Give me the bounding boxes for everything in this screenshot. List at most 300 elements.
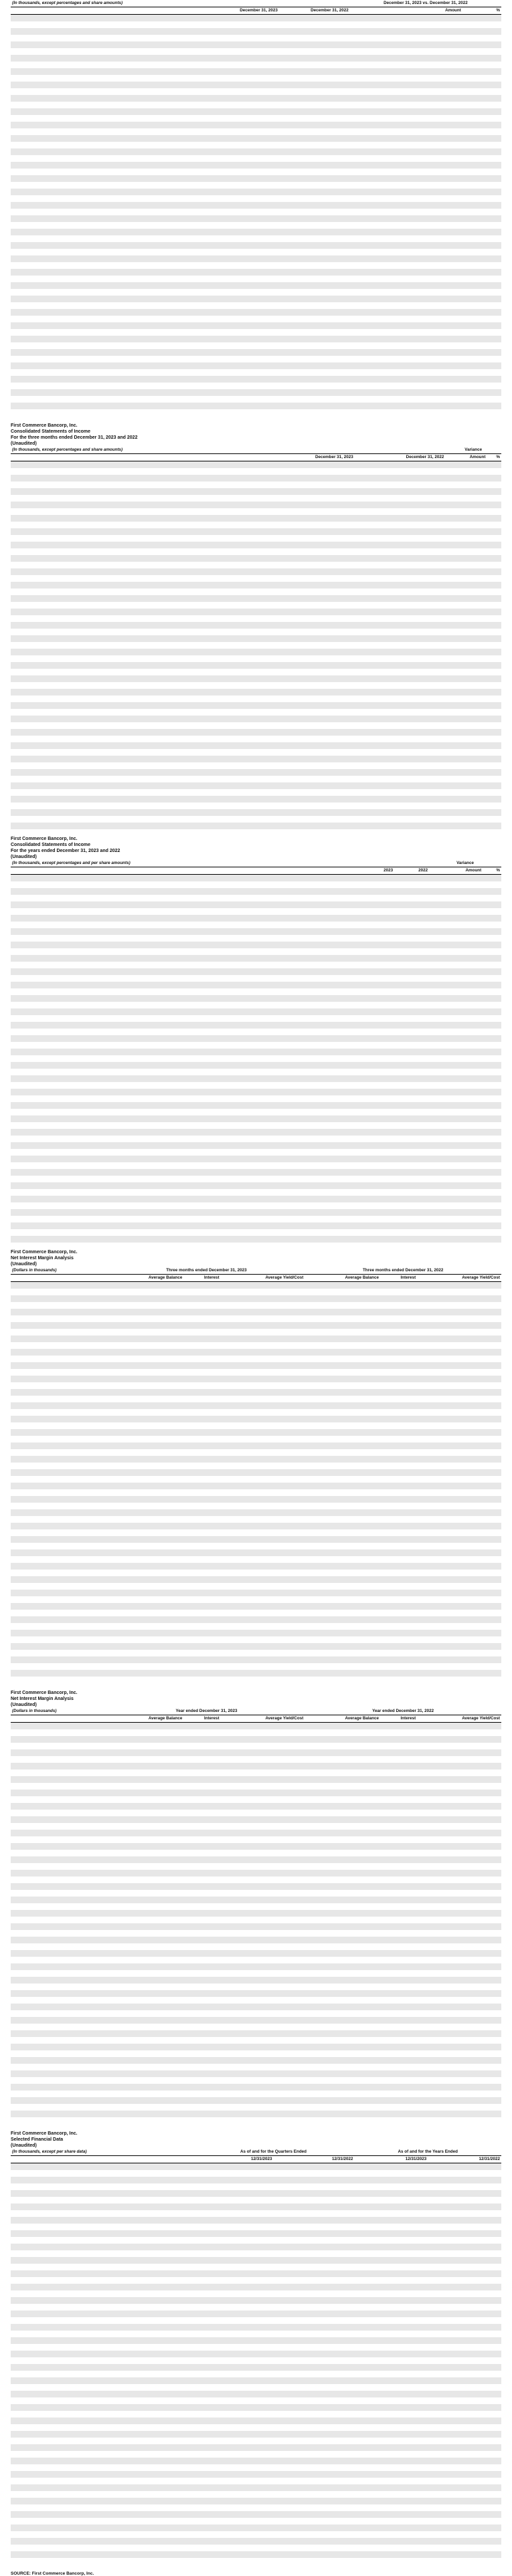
table-row [11, 162, 501, 169]
table-row [11, 1743, 501, 1749]
table-row [11, 776, 501, 782]
table-row [11, 702, 501, 709]
table-row [11, 1356, 501, 1362]
table-row [11, 629, 501, 635]
table-row [11, 222, 501, 229]
table-row [11, 2017, 501, 2024]
table-row [11, 2044, 501, 2050]
table-row [11, 1610, 501, 1616]
column-header: Average Yield/Cost [417, 1275, 501, 1282]
table-row [11, 2478, 501, 2484]
group-header: Three months ended December 31, 2022 [305, 1267, 501, 1275]
table-row [11, 2364, 501, 2371]
table-row [11, 362, 501, 369]
table-row [11, 342, 501, 349]
table-row [11, 1950, 501, 1957]
table-row [11, 2217, 501, 2224]
group-header: Year ended December 31, 2022 [305, 1708, 501, 1715]
table-row [11, 622, 501, 629]
table-row [11, 1222, 501, 1229]
table-row [11, 1856, 501, 1863]
statement-subtitle: For the three months ended December 31, 2023 and 2022 [11, 435, 138, 440]
group-header: December 31, 2023 vs. December 31, 2022 [350, 0, 501, 7]
column-header: 2022 [394, 867, 429, 875]
table-row [11, 2204, 501, 2210]
table-row [11, 568, 501, 575]
table-row [11, 2538, 501, 2545]
column-header: December 31, 2022 [279, 7, 350, 15]
financial-table [11, 1267, 501, 1683]
table-row [11, 789, 501, 796]
table-row [11, 289, 501, 296]
column-header: % [462, 7, 501, 15]
table-row [11, 769, 501, 776]
table-row [11, 901, 501, 908]
table-row [11, 1623, 501, 1630]
table-row [11, 1570, 501, 1576]
table-row [11, 316, 501, 322]
company-name: First Commerce Bancorp, Inc. [11, 2131, 78, 2136]
table-row [11, 928, 501, 935]
column-header: % [487, 454, 501, 461]
table-row [11, 1910, 501, 1917]
table-row [11, 2037, 501, 2044]
table-row [11, 2324, 501, 2331]
table-row [11, 695, 501, 702]
table-row [11, 1803, 501, 1810]
group-header: As of and for the Years Ended [354, 2149, 501, 2156]
table-row [11, 48, 501, 55]
table-row [11, 189, 501, 195]
table-row [11, 609, 501, 615]
table-row [11, 1643, 501, 1650]
table-row [11, 988, 501, 995]
company-name: First Commerce Bancorp, Inc. [11, 1250, 78, 1255]
table-row [11, 2371, 501, 2377]
table-row [11, 2344, 501, 2351]
table-row [11, 2418, 501, 2424]
table-row [11, 535, 501, 542]
table-row [11, 1876, 501, 1883]
table-row [11, 1349, 501, 1356]
unaudited-label: (Unaudited) [11, 1703, 37, 1707]
table-row [11, 1282, 501, 1289]
table-row [11, 128, 501, 135]
financial-table [11, 0, 501, 416]
table-row [11, 2197, 501, 2204]
table-row [11, 2458, 501, 2464]
table-row [11, 1189, 501, 1196]
table-row [11, 2183, 501, 2190]
table-row [11, 142, 501, 148]
company-name: First Commerce Bancorp, Inc. [11, 423, 78, 428]
table-row [11, 1095, 501, 1102]
table-row [11, 95, 501, 102]
table-row [11, 495, 501, 502]
table-row [11, 2525, 501, 2531]
table-row [11, 1509, 501, 1516]
table-row [11, 2311, 501, 2317]
table-row [11, 488, 501, 495]
table-row [11, 508, 501, 515]
group-header: Variance [445, 447, 501, 454]
table-row [11, 562, 501, 568]
table-row [11, 762, 501, 769]
table-row [11, 682, 501, 689]
table-row [11, 1396, 501, 1402]
table-row [11, 396, 501, 403]
table-row [11, 369, 501, 376]
table-row [11, 1576, 501, 1583]
table-row [11, 1756, 501, 1763]
table-row [11, 802, 501, 809]
table-row [11, 2438, 501, 2444]
unaudited-label: (Unaudited) [11, 441, 37, 446]
table-row [11, 209, 501, 215]
table-row [11, 28, 501, 35]
table-row [11, 389, 501, 396]
table-row [11, 2010, 501, 2017]
table-row [11, 235, 501, 242]
table-row [11, 1850, 501, 1856]
table-row [11, 2270, 501, 2277]
statement-nim_q [11, 1249, 501, 1683]
table-row [11, 1830, 501, 1836]
table-row [11, 1315, 501, 1322]
table-row [11, 1596, 501, 1603]
company-name: First Commerce Bancorp, Inc. [11, 1691, 78, 1695]
financial-table [11, 860, 501, 1243]
table-row [11, 749, 501, 756]
table-row [11, 1055, 501, 1062]
table-row [11, 2518, 501, 2525]
table-row [11, 975, 501, 982]
table-row [11, 2304, 501, 2311]
table-row [11, 575, 501, 582]
column-header: Average Balance [108, 1275, 184, 1282]
table-row [11, 1389, 501, 1396]
table-row [11, 2357, 501, 2364]
table-row [11, 816, 501, 823]
table-row [11, 1897, 501, 1903]
table-row [11, 2464, 501, 2471]
table-row [11, 1930, 501, 1937]
table-row [11, 2070, 501, 2077]
table-row [11, 908, 501, 915]
table-row [11, 796, 501, 802]
table-row [11, 1202, 501, 1209]
column-header: December 31, 2023 [264, 454, 355, 461]
table-row [11, 1115, 501, 1122]
column-header: 12/31/2023 [354, 2156, 428, 2163]
table-row [11, 502, 501, 508]
table-row [11, 2284, 501, 2290]
column-header: Amount [429, 867, 483, 875]
table-row [11, 729, 501, 736]
table-row [11, 269, 501, 276]
table-row [11, 669, 501, 675]
table-note: (In thousands, except per share data) [11, 2149, 193, 2156]
table-row [11, 1650, 501, 1656]
table-row [11, 296, 501, 302]
table-row [11, 1630, 501, 1636]
table-row [11, 115, 501, 122]
table-row [11, 15, 501, 22]
table-row [11, 2277, 501, 2284]
table-row [11, 1169, 501, 1176]
table-row [11, 2257, 501, 2264]
table-row [11, 1636, 501, 1643]
table-row [11, 349, 501, 356]
table-row [11, 2230, 501, 2237]
table-row [11, 1456, 501, 1463]
table-row [11, 1937, 501, 1943]
table-row [11, 202, 501, 209]
table-row [11, 2491, 501, 2498]
group-header: Year ended December 31, 2023 [108, 1708, 305, 1715]
table-row [11, 1069, 501, 1075]
table-row [11, 2498, 501, 2504]
table-row [11, 75, 501, 82]
table-row [11, 329, 501, 336]
column-header: Amount [350, 7, 462, 15]
table-row [11, 1062, 501, 1069]
table-row [11, 1977, 501, 1983]
table-row [11, 108, 501, 115]
table-row [11, 1129, 501, 1136]
table-row [11, 1449, 501, 1456]
group-header: As of and for the Quarters Ended [193, 2149, 355, 2156]
table-row [11, 1469, 501, 1476]
table-row [11, 1870, 501, 1876]
table-row [11, 875, 501, 882]
table-row [11, 1362, 501, 1369]
table-row [11, 675, 501, 682]
table-row [11, 1957, 501, 1963]
table-row [11, 1376, 501, 1382]
column-header: Interest [183, 1275, 220, 1282]
statement-nim_y [11, 1690, 501, 2124]
table-row [11, 2050, 501, 2057]
table-row [11, 1402, 501, 1409]
table-row [11, 1616, 501, 1623]
table-row [11, 2163, 501, 2171]
table-row [11, 635, 501, 642]
table-row [11, 336, 501, 342]
table-row [11, 942, 501, 948]
table-row [11, 215, 501, 222]
table-row [11, 948, 501, 955]
table-row [11, 1182, 501, 1189]
financial-table [11, 447, 501, 829]
table-note: (In thousands, except percentages and per share amounts) [11, 860, 359, 867]
table-row [11, 2551, 501, 2558]
column-header: 12/31/2023 [193, 2156, 274, 2163]
table-row [11, 1483, 501, 1489]
table-row [11, 2511, 501, 2518]
table-row [11, 1503, 501, 1509]
table-row [11, 82, 501, 88]
table-row [11, 35, 501, 41]
table-row [11, 542, 501, 548]
table-row [11, 1196, 501, 1202]
unaudited-label: (Unaudited) [11, 2143, 37, 2148]
table-row [11, 1583, 501, 1590]
table-row [11, 195, 501, 202]
table-row [11, 1302, 501, 1309]
table-row [11, 2504, 501, 2511]
column-header: Interest [183, 1715, 220, 1723]
table-row [11, 21, 501, 28]
table-row [11, 968, 501, 975]
table-row [11, 955, 501, 962]
table-row [11, 1075, 501, 1082]
table-row [11, 468, 501, 475]
table-row [11, 1923, 501, 1930]
statement-title: Net Interest Margin Analysis [11, 1697, 74, 1701]
table-row [11, 1523, 501, 1529]
column-header: 2023 [359, 867, 394, 875]
column-header: Average Balance [108, 1715, 184, 1723]
table-row [11, 41, 501, 48]
table-row [11, 2290, 501, 2297]
table-row [11, 1656, 501, 1663]
table-row [11, 1590, 501, 1596]
table-row [11, 2250, 501, 2257]
table-row [11, 1109, 501, 1115]
table-row [11, 1549, 501, 1556]
table-row [11, 1409, 501, 1416]
table-row [11, 1082, 501, 1089]
table-row [11, 1863, 501, 1870]
table-row [11, 2237, 501, 2244]
table-row [11, 1729, 501, 1736]
table-row [11, 135, 501, 142]
table-row [11, 1749, 501, 1756]
table-row [11, 229, 501, 235]
table-row [11, 1422, 501, 1429]
table-row [11, 2331, 501, 2337]
table-row [11, 376, 501, 383]
table-row [11, 1136, 501, 1142]
table-row [11, 461, 501, 469]
table-row [11, 995, 501, 1002]
table-row [11, 809, 501, 816]
table-row [11, 1990, 501, 1997]
table-row [11, 102, 501, 108]
table-row [11, 2431, 501, 2438]
table-row [11, 1543, 501, 1549]
table-row [11, 2451, 501, 2458]
table-row [11, 255, 501, 262]
table-row [11, 1122, 501, 1129]
table-row [11, 1489, 501, 1496]
table-row [11, 736, 501, 742]
table-row [11, 528, 501, 535]
unaudited-label: (Unaudited) [11, 855, 37, 859]
table-row [11, 1943, 501, 1950]
table-row [11, 1556, 501, 1563]
table-row [11, 962, 501, 968]
table-row [11, 2057, 501, 2064]
table-row [11, 1042, 501, 1049]
table-row [11, 2030, 501, 2037]
table-row [11, 1416, 501, 1422]
column-header: Average Yield/Cost [221, 1275, 305, 1282]
column-header: December 31, 2023 [208, 7, 279, 15]
table-row [11, 155, 501, 162]
table-row [11, 2337, 501, 2344]
table-row [11, 1289, 501, 1295]
table-row [11, 1783, 501, 1790]
table-row [11, 2377, 501, 2384]
table-row [11, 1536, 501, 1543]
table-row [11, 1089, 501, 1095]
table-row [11, 182, 501, 189]
table-row [11, 689, 501, 695]
table-row [11, 2471, 501, 2478]
table-row [11, 2351, 501, 2357]
table-row [11, 169, 501, 175]
table-row [11, 615, 501, 622]
table-row [11, 322, 501, 329]
table-row [11, 2077, 501, 2084]
statement-is_q [11, 423, 501, 829]
table-row [11, 2104, 501, 2111]
table-row [11, 1295, 501, 1302]
table-row [11, 1176, 501, 1182]
table-row [11, 1322, 501, 1329]
table-row [11, 1563, 501, 1570]
table-row [11, 1903, 501, 1910]
table-row [11, 548, 501, 555]
table-row [11, 2558, 501, 2565]
table-note: (In thousands, except percentages and share amounts) [11, 447, 264, 454]
table-row [11, 1162, 501, 1169]
table-row [11, 655, 501, 662]
table-row [11, 481, 501, 488]
financial-table [11, 1708, 501, 2124]
table-row [11, 1149, 501, 1156]
table-note: (In thousands, except percentages and share amounts) [11, 0, 208, 7]
column-header: Interest [380, 1715, 417, 1723]
table-row [11, 1836, 501, 1843]
table-row [11, 1022, 501, 1029]
table-row [11, 2170, 501, 2177]
table-row [11, 716, 501, 722]
table-row [11, 1029, 501, 1035]
statement-sel [11, 2131, 501, 2565]
statement-bs [11, 0, 501, 416]
table-row [11, 475, 501, 481]
table-row [11, 582, 501, 588]
table-row [11, 2545, 501, 2551]
table-row [11, 782, 501, 789]
table-row [11, 935, 501, 942]
table-row [11, 1670, 501, 1677]
table-row [11, 1142, 501, 1149]
table-row [11, 1816, 501, 1823]
column-header: Average Yield/Cost [417, 1715, 501, 1723]
table-row [11, 1883, 501, 1890]
statement-title: Selected Financial Data [11, 2137, 64, 2142]
table-row [11, 2397, 501, 2404]
column-header: 12/31/2022 [273, 2156, 354, 2163]
table-row [11, 1236, 501, 1243]
table-row [11, 1763, 501, 1769]
group-header: Three months ended December 31, 2023 [108, 1267, 305, 1275]
table-row [11, 2411, 501, 2418]
